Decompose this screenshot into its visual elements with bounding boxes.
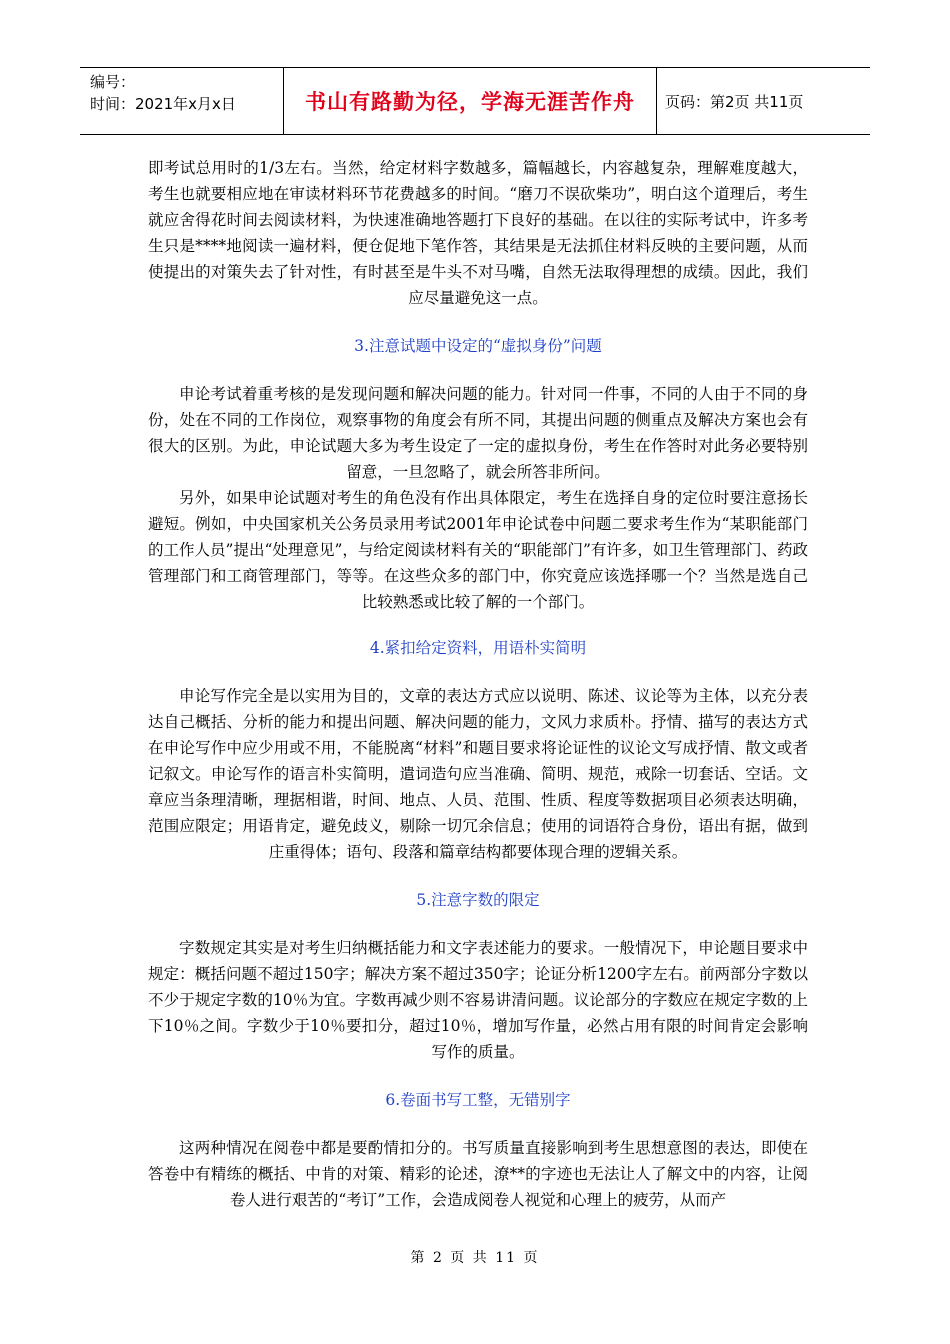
motto-text: 书山有路勤为径，学海无涯苦作舟 (305, 90, 635, 114)
section-heading-4: 4.紧扣给定资料，用语朴实简明 (369, 639, 587, 657)
section-heading-3: 3.注意试题中设定的“虚拟身份”问题 (354, 337, 602, 355)
header-meta (80, 68, 283, 134)
paragraph-4: 申论写作完全是以实用为目的，文章的表达方式应以说明、陈述、议论等为主体，以充分表达自己概括、分析的能力和提出问题、解决问题的能力，文风力求质朴。抒情、描写的表达方式在申论写作中应少用或不用，不能脱离“材料”和题目要求将论证性的议论文写成抒情、散文或者记叙文。申论写作的语言朴实简明，遣词造句应当准确、简明、规范，戒除一切套话、空话。文章应当条理清晰，理据相谐，时间、地点、人员、范围、性质、程度等数据项目必须表达明确，范围应限定；用语肯定，避免歧义，剔除一切冗余信息；使用的词语符合身份，语出有据，做到庄重得体；语句、段落和篇章结构都要体现合理的逻辑关系。 (148, 687, 808, 861)
document-body (148, 155, 808, 1213)
paragraph-1: 即考试总用时的1/3左右。当然，给定材料字数越多，篇幅越长，内容越复杂，理解难度越大，考生也就要相应地在审读材料环节花费越多的时间。“磨刀不误砍柴功”，明白这个道理后，考生就应舍得花时间去阅读材料，为快速准确地答题打下良好的基础。在以往的实际考试中，许多考生只是****地阅读一遍材料，便仓促地下笔作答，其结果是无法抓住材料反映的主要问题，从而使提出的对策失去了针对性，有时甚至是牛头不对马嘴，自然无法取得理想的成绩。因此，我们应尽量避免这一点。 (148, 159, 808, 307)
section-heading-5: 5.注意字数的限定 (416, 891, 540, 909)
paragraph-5: 字数规定其实是对考生归纳概括能力和文字表述能力的要求。一般情况下，申论题目要求中规定：概括问题不超过150字；解决方案不超过350字；论证分析1200字左右。前两部分字数以不少于规定字数的10％为宜。字数再减少则不容易讲清问题。议论部分的字数应在规定字数的上下10％之间。字数少于10％要扣分，超过10％，增加写作量，必然占用有限的时间肯定会影响写作的质量。 (148, 939, 808, 1061)
doc-number-label: 编号： (90, 73, 136, 91)
section-heading-6: 6.卷面书写工整，无错别字 (385, 1091, 571, 1109)
paragraph-6: 这两种情况在阅卷中都是要酌情扣分的。书写质量直接影响到考生思想意图的表达，即使在答卷中有精练的概括、中肯的对策、精彩的论述，潦**的字迹也无法让人了解文中的内容，让阅卷人进行艰苦的“考订”工作，会造成阅卷人视觉和心理上的疲劳，从而产 (148, 1139, 808, 1209)
doc-time-label: 时间：2021年x月x日 (90, 95, 236, 113)
page-code-text: 页码：第2页 共11页 (665, 92, 804, 111)
paragraph-3: 另外，如果申论试题对考生的角色没有作出具体限定，考生在选择自身的定位时要注意扬长避短。例如，中央国家机关公务员录用考试2001年申论试卷中问题二要求考生作为“某职能部门的工作人员”提出“处理意见”，与给定阅读材料有关的“职能部门”有许多，如卫生管理部门、药政管理部门和工商管理部门，等等。在这些众多的部门中，你究竟应该选择哪一个？当然是选自己比较熟悉或比较了解的一个部门。 (148, 489, 808, 611)
header-motto-cell (283, 68, 657, 134)
page-footer: 第 2 页 共 11 页 (410, 1250, 540, 1266)
header-page-code (657, 68, 870, 134)
paragraph-2: 申论考试着重考核的是发现问题和解决问题的能力。针对同一件事，不同的人由于不同的身份，处在不同的工作岗位，观察事物的角度会有所不同，其提出问题的侧重点及解决方案也会有很大的区别。为此，申论试题大多为考生设定了一定的虚拟身份，考生在作答时对此务必要特别留意，一旦忽略了，就会所答非所问。 (148, 385, 808, 481)
page-header (80, 67, 870, 135)
